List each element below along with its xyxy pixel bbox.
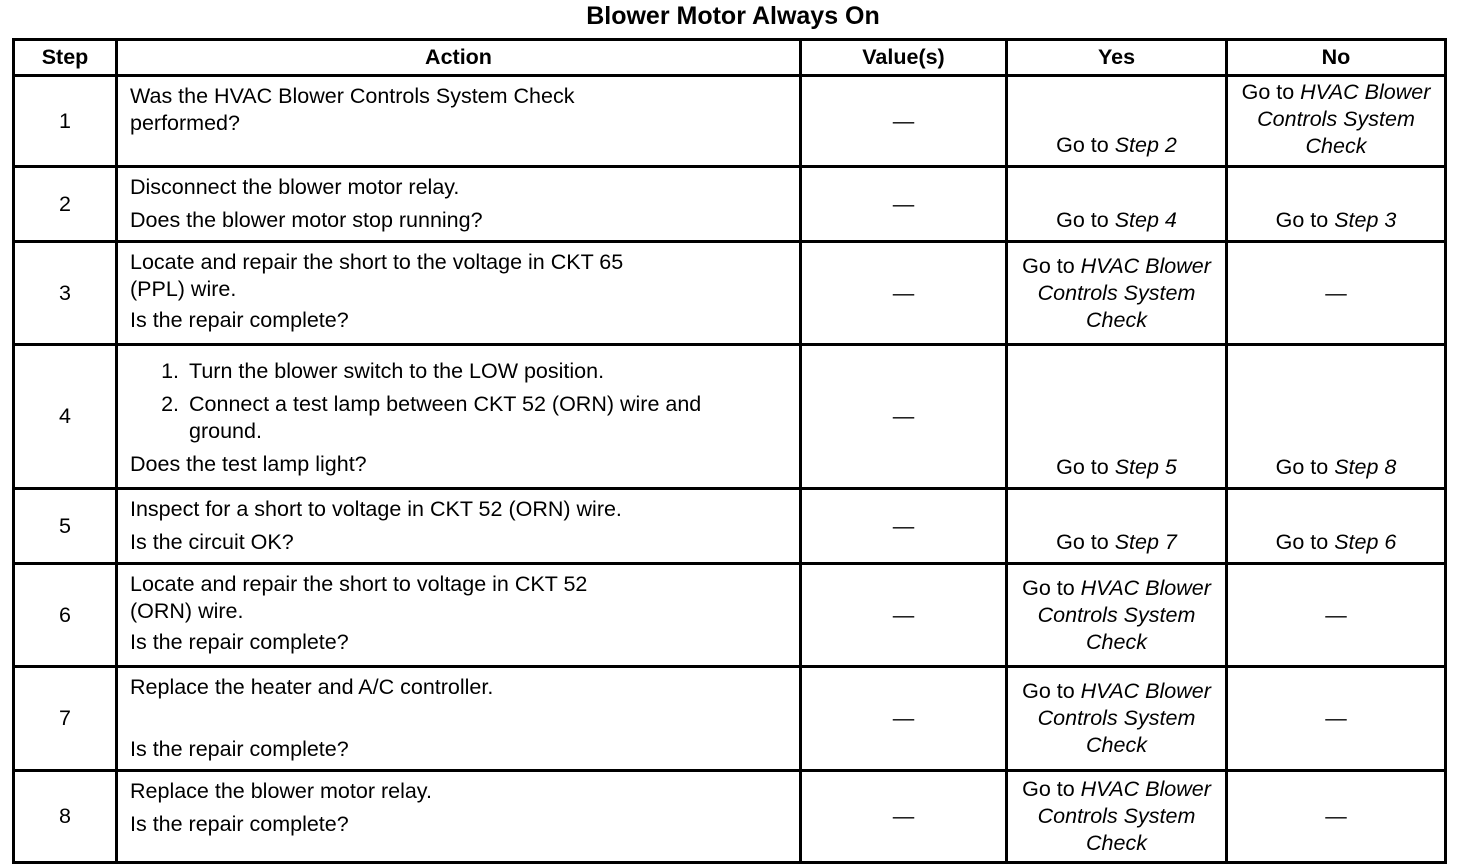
table-row	[14, 564, 1446, 667]
value-cell: —	[801, 76, 1007, 167]
goto-prefix: Go to	[1056, 208, 1115, 232]
action-question: Does the test lamp light?	[130, 452, 367, 476]
yes-cell	[1007, 564, 1227, 667]
action-question: Is the repair complete?	[130, 630, 349, 654]
table-row	[14, 489, 1446, 564]
list-item: 2. Connect a test lamp between CKT 52 (ORN) wire and ground.	[185, 391, 749, 445]
value-cell: —	[801, 489, 1007, 564]
value-cell: —	[801, 167, 1007, 242]
goto-link[interactable]: Step 2	[1114, 133, 1177, 157]
action-cell	[117, 564, 801, 667]
no-cell	[1227, 76, 1446, 167]
no-cell: —	[1227, 242, 1446, 345]
no-column-header: No	[1227, 40, 1446, 76]
action-steps-list	[130, 358, 789, 445]
yes-cell	[1007, 167, 1227, 242]
no-cell: —	[1227, 771, 1446, 863]
yes-cell	[1007, 242, 1227, 345]
value-cell: —	[801, 564, 1007, 667]
goto-prefix: Go to	[1022, 777, 1081, 801]
table-row	[14, 345, 1446, 489]
action-question: Does the blower motor stop running?	[130, 208, 483, 232]
yes-column-header: Yes	[1007, 40, 1227, 76]
value-cell: —	[801, 667, 1007, 771]
goto-prefix: Go to	[1022, 679, 1081, 703]
action-text: Disconnect the blower motor relay.	[130, 175, 460, 199]
goto-link[interactable]: Step 3	[1334, 208, 1397, 232]
table-row	[14, 667, 1446, 771]
goto-link[interactable]: HVAC Blower Controls System Check	[1257, 80, 1431, 158]
step-number: 2	[14, 167, 117, 242]
values-column-header: Value(s)	[801, 40, 1007, 76]
action-cell	[117, 242, 801, 345]
yes-cell	[1007, 771, 1227, 863]
no-cell: —	[1227, 667, 1446, 771]
goto-prefix: Go to	[1022, 575, 1081, 600]
step-number: 4	[14, 345, 117, 489]
table-row	[14, 242, 1446, 345]
action-text: Locate and repair the short to voltage in CKT 52 (ORN) wire.	[130, 572, 588, 623]
yes-cell	[1007, 667, 1227, 771]
value-cell: —	[801, 242, 1007, 345]
no-cell	[1227, 345, 1446, 489]
goto-link[interactable]: Step 8	[1334, 455, 1397, 479]
goto-prefix: Go to	[1275, 455, 1335, 479]
goto-link[interactable]: HVAC Blower Controls System Check	[1037, 777, 1211, 855]
goto-prefix: Go to	[1241, 80, 1301, 104]
step-number: 5	[14, 489, 117, 564]
action-cell	[117, 489, 801, 564]
diagnostic-table	[12, 38, 1447, 864]
goto-link[interactable]: Step 7	[1114, 530, 1177, 554]
step-number: 8	[14, 771, 117, 863]
goto-prefix: Go to	[1056, 530, 1115, 554]
goto-link[interactable]: Step 6	[1334, 530, 1397, 554]
table-header-row	[14, 40, 1446, 76]
action-column-header: Action	[117, 40, 801, 76]
value-cell: —	[801, 771, 1007, 863]
goto-link[interactable]: HVAC Blower Controls System Check	[1037, 575, 1211, 654]
list-item: 1. Turn the blower switch to the LOW position.	[185, 358, 789, 385]
action-cell	[117, 345, 801, 489]
table-row	[14, 167, 1446, 242]
step-column-header: Step	[14, 40, 117, 76]
step-number: 3	[14, 242, 117, 345]
table-row	[14, 76, 1446, 167]
goto-prefix: Go to	[1022, 253, 1081, 278]
goto-prefix: Go to	[1056, 455, 1115, 479]
no-cell: —	[1227, 564, 1446, 667]
yes-cell	[1007, 76, 1227, 167]
goto-prefix: Go to	[1275, 208, 1335, 232]
goto-link[interactable]: Step 5	[1114, 455, 1177, 479]
action-text: Locate and repair the short to the voltage in CKT 65 (PPL) wire.	[130, 250, 624, 301]
action-question: Is the circuit OK?	[130, 530, 294, 554]
action-cell	[117, 76, 801, 167]
action-question: Is the repair complete?	[130, 812, 349, 836]
table-row	[14, 771, 1446, 863]
yes-cell	[1007, 489, 1227, 564]
goto-link[interactable]: HVAC Blower Controls System Check	[1037, 253, 1211, 332]
page-title: Blower Motor Always On	[586, 2, 880, 30]
value-cell: —	[801, 345, 1007, 489]
action-question: Is the repair complete?	[130, 737, 349, 761]
action-text: Inspect for a short to voltage in CKT 52 (ORN) wire.	[130, 497, 622, 521]
goto-prefix: Go to	[1056, 133, 1115, 157]
action-text: Was the HVAC Blower Controls System Check performed?	[130, 84, 575, 135]
yes-cell	[1007, 345, 1227, 489]
step-number: 1	[14, 76, 117, 167]
goto-link[interactable]: HVAC Blower Controls System Check	[1037, 679, 1211, 757]
action-text: Replace the blower motor relay.	[130, 779, 432, 803]
action-text: Replace the heater and A/C controller.	[130, 675, 494, 699]
action-cell	[117, 771, 801, 863]
action-question: Is the repair complete?	[130, 308, 349, 332]
goto-link[interactable]: Step 4	[1114, 208, 1177, 232]
action-cell	[117, 667, 801, 771]
action-cell	[117, 167, 801, 242]
no-cell	[1227, 167, 1446, 242]
step-number: 6	[14, 564, 117, 667]
step-number: 7	[14, 667, 117, 771]
goto-prefix: Go to	[1275, 530, 1335, 554]
no-cell	[1227, 489, 1446, 564]
